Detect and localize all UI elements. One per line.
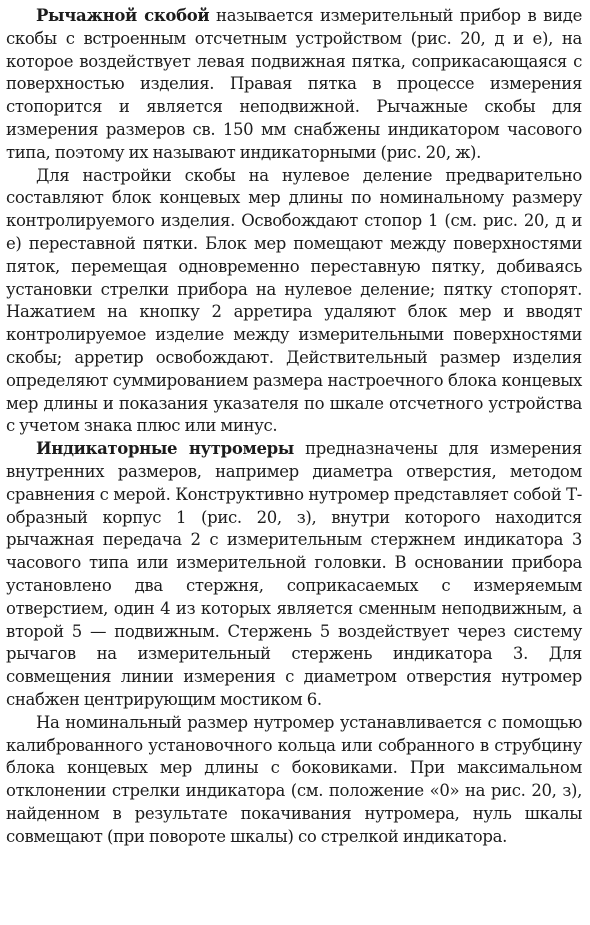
paragraph-lever-bracket: [6, 5, 582, 165]
paragraph-text: На номинальный размер нутромер устанавливается с помощью калиброванного установочного кольца или собранного в струбцину блока концевых мер длины с боковиками. При максимальном отклонении стрелки индикатора (см. положение «0» на рис. 20, з), найденном в результате покачивания нутромера, нуль шкалы совмещают (при повороте шкалы) со стрелкой индикатора.: [6, 712, 582, 846]
paragraph-indicator-bore-gauge: [6, 438, 582, 712]
paragraph-text: предназначены для измерения внутренних размеров, например диаметра отверстия, методом сравнения с мерой. Конструктивно нутромер представляет собой Т-образный корпус 1 (рис. 20, з), внутри которого находится рычажная передача 2 с измерительным стержнем индикатора 3 часового типа или измерительной головки. В основании прибора установлено два стержня, соприкасаемых с измеряемым отверстием, один 4 из которых является сменным неподвижным, а второй 5 — подвижным. Стержень 5 воздействует через систему рычагов на измерительный стержень индикатора 3. Для совмещения линии измерения с диаметром отверстия нутромер снабжен центрирующим мостиком 6.: [6, 439, 582, 709]
paragraph-text: Для настройки скобы на нулевое деление предварительно составляют блок концевых мер длины по номинальному размеру контролируемого изделия. Освобождают стопор 1 (см. рис. 20, д и е) переставной пятки. Блок мер помещают между поверхностями пяток, перемещая одновременно переставную пятку, добиваясь установки стрелки прибора на нулевое деление; пятку стопорят. Нажатием на кнопку 2 арретира удаляют блок мер и вводят контролируемое изделие между измерительными поверхностями скобы; арретир освобождают. Действительный размер изделия определяют суммированием размера настроечного блока концевых мер длины и показания указателя по шкале отсчетного устройства с учетом знака плюс или минус.: [6, 165, 582, 436]
term-lever-bracket: Рычажной скобой: [36, 6, 210, 25]
paragraph-text: называется измерительный прибор в виде скобы с встроенным отсчетным устройством (рис. 20, д и е), на которое воздействует левая подвижная пятка, соприкасающаяся с поверхностью изделия. Правая пятка в процессе измерения стопорится и является неподвижной. Рычажные скобы для измерения размеров св. 150 мм снабжены индикатором часового типа, поэтому их называют индикаторными (рис. 20, ж).: [6, 6, 582, 162]
paragraph-bore-gauge-setup: [6, 712, 582, 849]
paragraph-bracket-setup: [6, 165, 582, 439]
term-indicator-bore-gauge: Индикаторные нутромеры: [36, 439, 294, 459]
